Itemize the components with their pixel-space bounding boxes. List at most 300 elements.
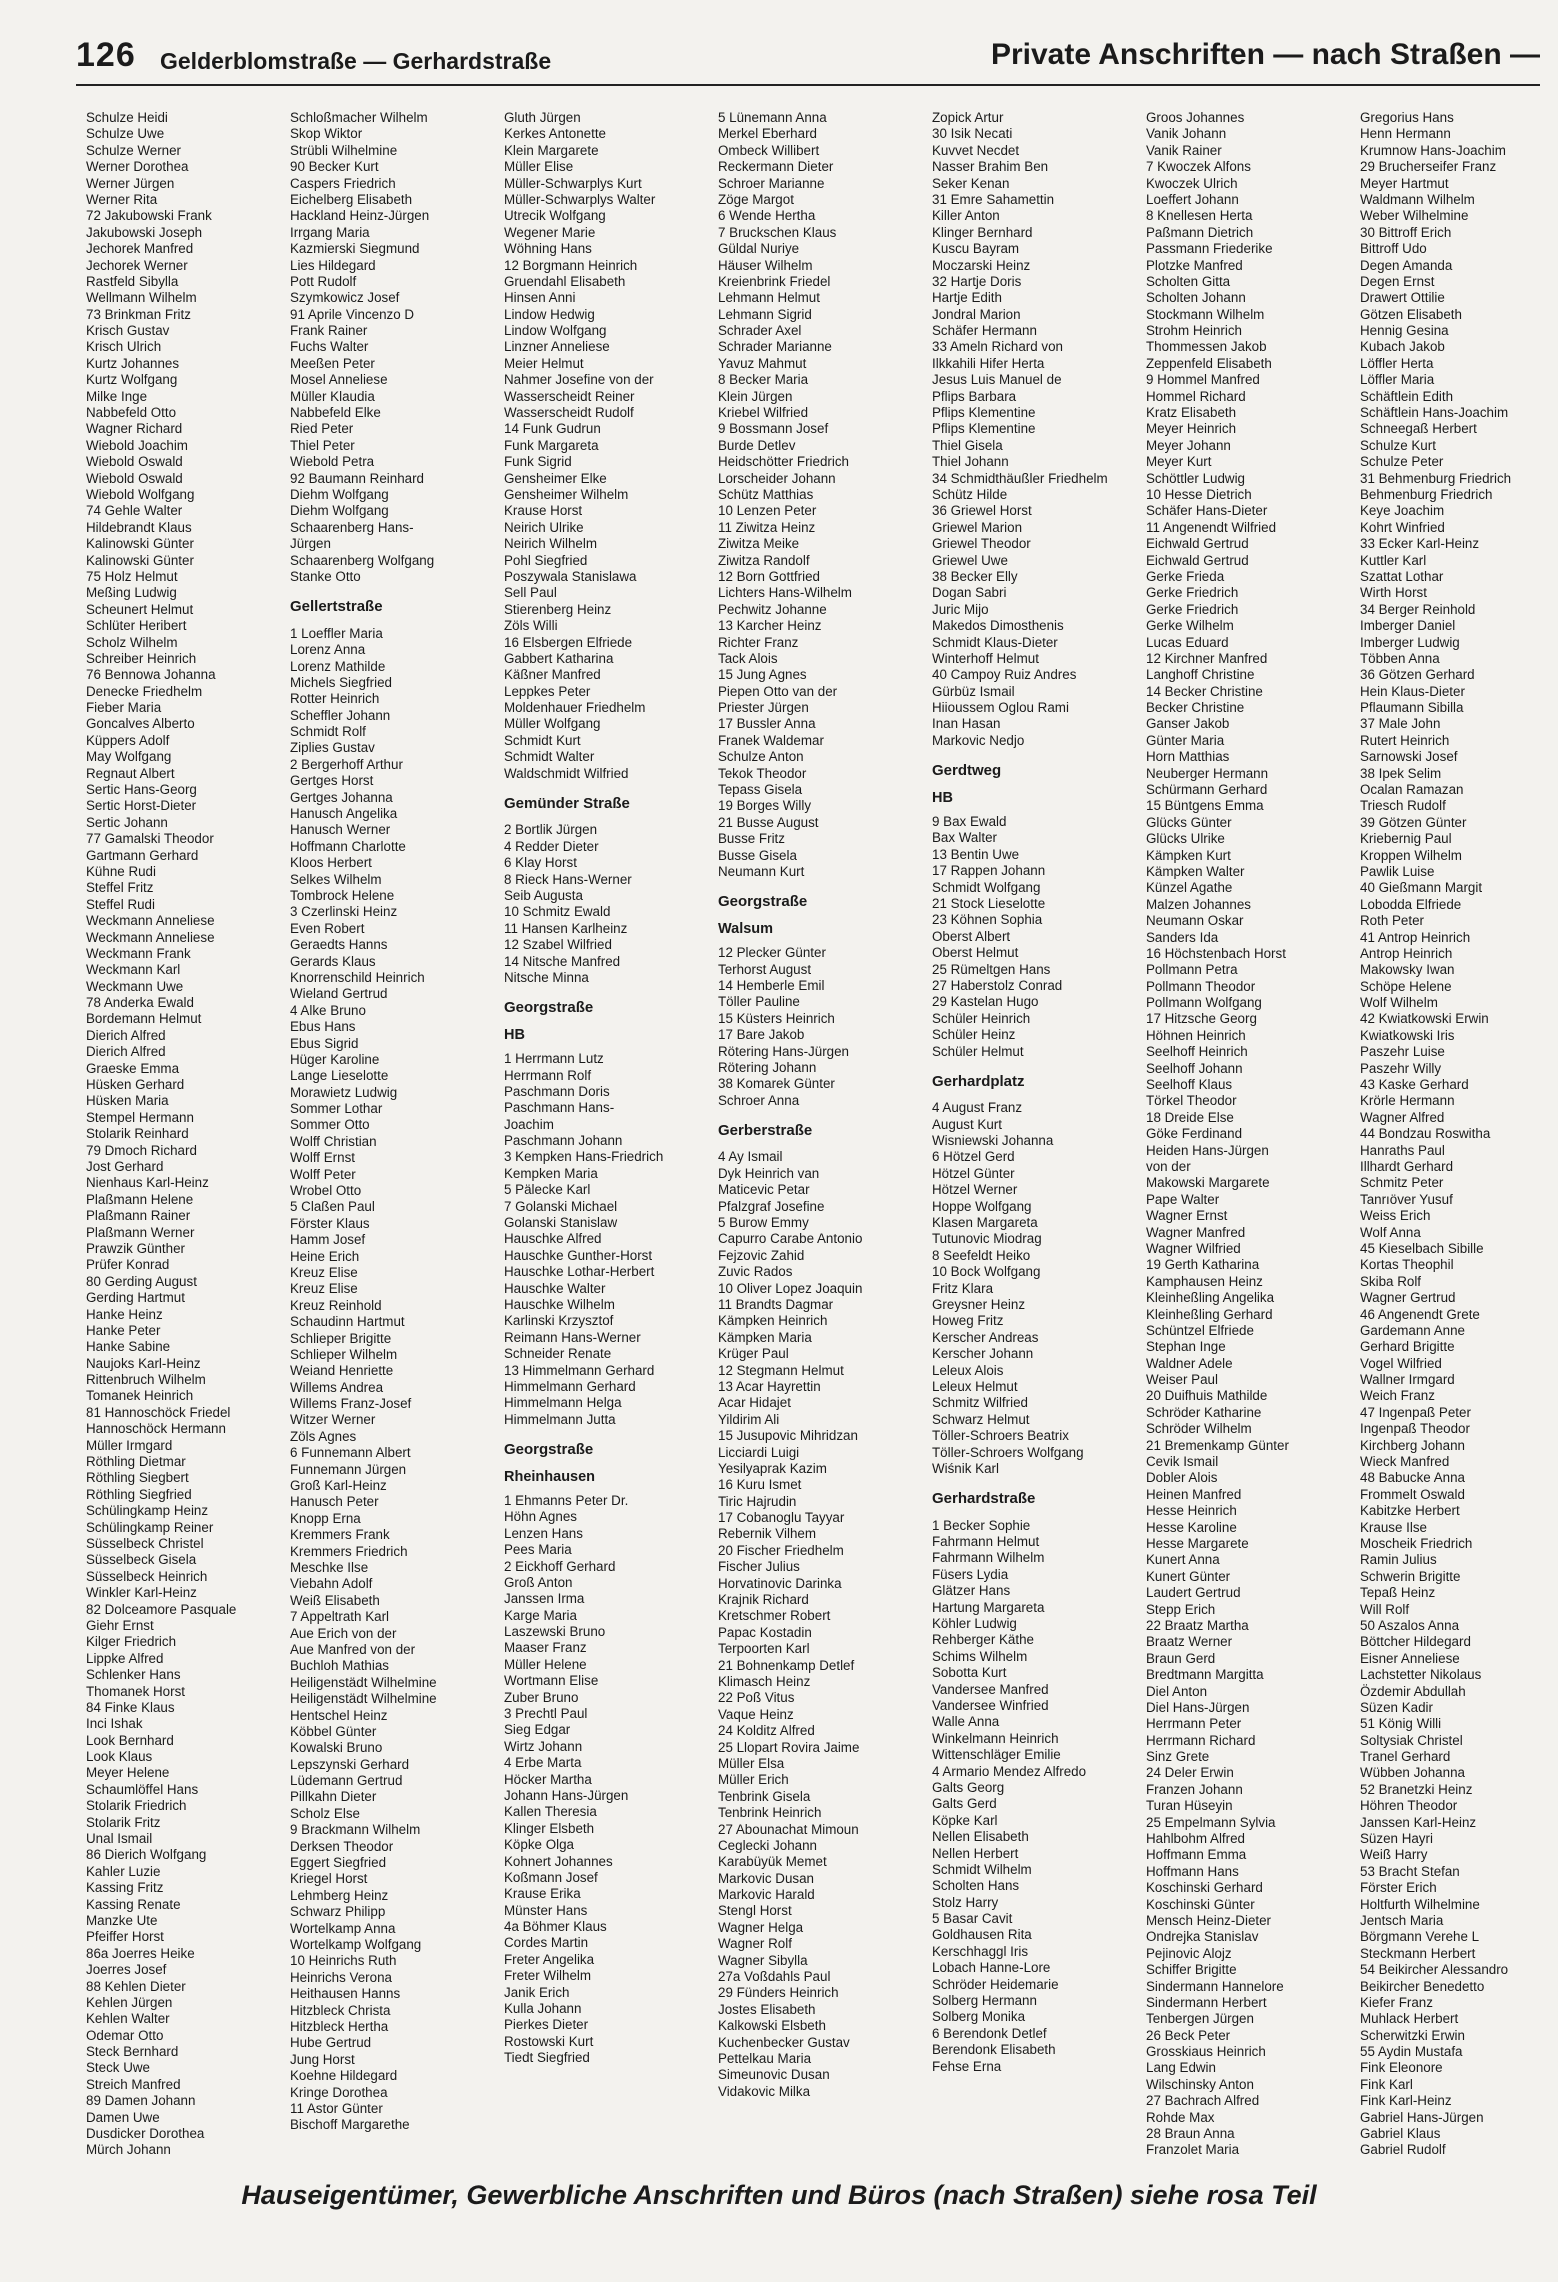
- directory-entry: Hötzel Werner: [932, 1182, 1018, 1198]
- directory-entry: Schwarz Helmut: [932, 1411, 1030, 1427]
- directory-entry: Tenbergen Jürgen: [1146, 2011, 1254, 2027]
- directory-entry: Lucas Eduard: [1146, 634, 1229, 650]
- directory-entry: Hesse Karoline: [1146, 1519, 1237, 1535]
- directory-entry: Galts Georg: [932, 1779, 1005, 1795]
- directory-entry: Gabriel Rudolf: [1360, 2142, 1446, 2158]
- directory-entry: Jürgen: [290, 536, 331, 552]
- directory-entry: Rostowski Kurt: [504, 2033, 594, 2049]
- directory-entry: Acar Hidajet: [718, 1395, 791, 1411]
- page-number: 126: [76, 36, 136, 74]
- directory-entry: 48 Babucke Anna: [1360, 1470, 1465, 1486]
- directory-entry: 5 Lünemann Anna: [718, 110, 827, 125]
- directory-entry: Diehm Wolfgang: [290, 503, 389, 519]
- directory-entry: Tenbrink Heinrich: [718, 1805, 822, 1821]
- directory-entry: Dierich Alfred: [86, 1027, 166, 1043]
- directory-entry: Kohnert Johannes: [504, 1853, 613, 1869]
- directory-entry: Wübben Johanna: [1360, 1765, 1465, 1781]
- directory-entry: Kratz Elisabeth: [1146, 405, 1237, 421]
- directory-entry: Karge Maria: [504, 1607, 577, 1623]
- directory-entry: Becker Christine: [1146, 700, 1245, 716]
- directory-entry: Pfalzgraf Josefine: [718, 1198, 825, 1214]
- directory-entry: Börgmann Verehe L: [1360, 1929, 1480, 1945]
- directory-entry: Gluth Jürgen: [504, 110, 581, 125]
- directory-entry: Süsselbeck Heinrich: [86, 1568, 208, 1584]
- directory-entry: Jondral Marion: [932, 306, 1021, 322]
- directory-entry: Weckmann Frank: [86, 945, 191, 961]
- directory-entry: Koschinski Gerhard: [1146, 1880, 1263, 1896]
- directory-entry: Kowalski Bruno: [290, 1740, 383, 1756]
- directory-entry: Stolz Harry: [932, 1894, 999, 1910]
- directory-entry: Kreuz Elise: [290, 1264, 358, 1280]
- directory-entry: Wegener Marie: [504, 224, 596, 240]
- directory-entry: Werner Jürgen: [86, 175, 175, 191]
- directory-entry: Herrmann Richard: [1146, 1732, 1256, 1748]
- directory-entry: 10 Oliver Lopez Joaquin: [718, 1280, 863, 1296]
- directory-entry: Jostes Elisabeth: [718, 2001, 816, 2017]
- directory-entry: Degen Ernst: [1360, 273, 1435, 289]
- directory-entry: 11 Angenendt Wilfried: [1146, 519, 1277, 535]
- directory-entry: Kreuz Reinhold: [290, 1297, 382, 1313]
- directory-entry: Moscheik Friedrich: [1360, 1535, 1473, 1551]
- directory-entry: Frommelt Oswald: [1360, 1486, 1465, 1502]
- directory-entry: Heine Erich: [290, 1248, 360, 1264]
- directory-entry: Janik Erich: [504, 1984, 570, 2000]
- directory-entry: Irrgang Maria: [290, 224, 370, 240]
- directory-entry: Bredtmann Margitta: [1146, 1667, 1264, 1683]
- directory-entry: Yavuz Mahmut: [718, 355, 807, 371]
- directory-entry: Pollmann Petra: [1146, 962, 1238, 978]
- directory-entry: Maticevic Petar: [718, 1182, 810, 1198]
- directory-entry: Kurtz Johannes: [86, 355, 180, 371]
- directory-entry: Richter Franz: [718, 634, 799, 650]
- directory-entry: Tanrıöver Yusuf: [1360, 1191, 1453, 1207]
- directory-entry: Griewel Theodor: [932, 536, 1031, 552]
- directory-entry: Terpoorten Karl: [718, 1641, 810, 1657]
- directory-entry: Klasen Margareta: [932, 1215, 1038, 1231]
- directory-entry: Gerke Friedrich: [1146, 585, 1239, 601]
- directory-entry: Schmidt Klaus-Dieter: [932, 634, 1058, 650]
- directory-entry: 3 Kempken Hans-Friedrich: [504, 1149, 664, 1165]
- directory-entry: 5 Basar Cavit: [932, 1911, 1013, 1927]
- directory-entry: Jechorek Manfred: [86, 241, 194, 257]
- directory-entry: Kehlen Walter: [86, 2011, 170, 2027]
- directory-entry: Paszehr Willy: [1360, 1060, 1442, 1076]
- directory-entry: 37 Male John: [1360, 716, 1441, 732]
- directory-entry: Weckmann Anneliese: [86, 913, 215, 929]
- directory-entry: Rittenbruch Wilhelm: [86, 1372, 206, 1388]
- directory-entry: Golanski Stanislaw: [504, 1215, 618, 1231]
- directory-entry: Scholz Else: [290, 1805, 360, 1821]
- directory-entry: Gruendahl Elisabeth: [504, 273, 626, 289]
- directory-entry: 7 Golanski Michael: [504, 1198, 618, 1214]
- directory-entry: Fahrmann Helmut: [932, 1534, 1040, 1550]
- directory-entry: Milke Inge: [86, 388, 148, 404]
- directory-entry: 81 Hannoschöck Friedel: [86, 1404, 231, 1420]
- directory-entry: Förster Erich: [1360, 1880, 1437, 1896]
- directory-entry: 89 Damen Johann: [86, 2093, 196, 2109]
- directory-entry: Freter Angelika: [504, 1951, 595, 1967]
- directory-entry: Glätzer Hans: [932, 1583, 1011, 1599]
- directory-entry: Kremmers Friedrich: [290, 1543, 408, 1559]
- directory-entry: Damen Uwe: [86, 2109, 160, 2125]
- directory-entry: Steckmann Herbert: [1360, 1945, 1476, 1961]
- directory-entry: Fritz Klara: [932, 1280, 994, 1296]
- directory-entry: Zopick Artur: [932, 110, 1004, 125]
- directory-entry: 7 Appeltrath Karl: [290, 1609, 390, 1625]
- directory-entry: Rehberger Käthe: [932, 1632, 1034, 1648]
- directory-entry: Koßmann Josef: [504, 1869, 598, 1885]
- directory-entry: Hauschke Alfred: [504, 1231, 602, 1247]
- directory-entry: Küppers Adolf: [86, 732, 170, 748]
- directory-entry: Tiric Hajrudin: [718, 1493, 797, 1509]
- directory-entry: Walle Anna: [932, 1714, 1000, 1730]
- directory-entry: Hildebrandt Klaus: [86, 519, 192, 535]
- street-heading: Gerhardplatz: [932, 1072, 1025, 1090]
- directory-entry: Freter Wilhelm: [504, 1968, 592, 1984]
- directory-entry: Pierkes Dieter: [504, 2017, 589, 2033]
- directory-entry: 5 Claßen Paul: [290, 1199, 375, 1215]
- directory-entry: Giehr Ernst: [86, 1617, 154, 1633]
- directory-entry: Joachim: [504, 1116, 554, 1132]
- directory-entry: Tombrock Helene: [290, 887, 395, 903]
- directory-entry: Wortelkamp Wolfgang: [290, 1936, 422, 1952]
- directory-entry: 4 Redder Dieter: [504, 838, 599, 854]
- directory-entry: Töller-Schroers Wolfgang: [932, 1444, 1084, 1460]
- directory-entry: 15 Büntgens Emma: [1146, 798, 1264, 814]
- directory-entry: Sertic Johann: [86, 814, 168, 830]
- directory-entry: Cevik Ismail: [1146, 1454, 1219, 1470]
- footer-note: Hauseigentümer, Gewerbliche Anschriften und Büros (nach Straßen) siehe rosa Teil: [241, 2180, 1317, 2210]
- directory-entry: Schütz Hilde: [932, 486, 1008, 502]
- directory-entry: 16 Höchstenbach Horst: [1146, 945, 1286, 961]
- directory-entry: Selkes Wilhelm: [290, 871, 382, 887]
- directory-entry: Krörle Hermann: [1360, 1093, 1455, 1109]
- directory-entry: 79 Dmoch Richard: [86, 1142, 197, 1158]
- directory-entry: Kleinheßling Gerhard: [1146, 1306, 1273, 1322]
- directory-entry: Wagner Helga: [718, 1919, 804, 1935]
- directory-entry: 46 Angenendt Grete: [1360, 1306, 1480, 1322]
- directory-entry: Wiebold Wolfgang: [86, 486, 195, 502]
- directory-entry: 51 König Willi: [1360, 1716, 1442, 1732]
- directory-entry: Kehlen Jürgen: [86, 1994, 173, 2010]
- directory-entry: 80 Gerding August: [86, 1273, 197, 1289]
- directory-entry: Kretschmer Robert: [718, 1608, 831, 1624]
- directory-entry: 24 Kolditz Alfred: [718, 1723, 815, 1739]
- directory-entry: Eichwald Gertrud: [1146, 552, 1249, 568]
- directory-entry: 73 Brinkman Fritz: [86, 306, 191, 322]
- directory-entry: Klinger Elsbeth: [504, 1820, 595, 1836]
- directory-entry: Kremmers Frank: [290, 1527, 390, 1543]
- directory-entry: Lorenz Anna: [290, 642, 366, 658]
- directory-entry: Kuchenbecker Gustav: [718, 2034, 850, 2050]
- directory-entry: Schüntzel Elfriede: [1146, 1322, 1254, 1338]
- directory-entry: Scholz Wilhelm: [86, 634, 178, 650]
- directory-entry: Schütz Matthias: [718, 486, 814, 502]
- directory-entry: Klein Margarete: [504, 142, 599, 158]
- directory-entry: 52 Branetzki Heinz: [1360, 1781, 1473, 1797]
- directory-entry: Klimasch Heinz: [718, 1673, 811, 1689]
- directory-entry: Pflips Klementine: [932, 421, 1036, 437]
- directory-entry: Wittenschläger Emilie: [932, 1747, 1061, 1763]
- directory-entry: Schülingkamp Reiner: [86, 1519, 214, 1535]
- directory-entry: Greysner Heinz: [932, 1297, 1026, 1312]
- directory-entry: 13 Bentin Uwe: [932, 846, 1020, 862]
- directory-entry: Hentschel Heinz: [290, 1707, 388, 1723]
- directory-entry: 45 Kieselbach Sibille: [1360, 1240, 1484, 1256]
- directory-entry: Odemar Otto: [86, 2027, 164, 2043]
- directory-entry: 9 Hommel Manfred: [1146, 372, 1260, 388]
- directory-entry: Pees Maria: [504, 1542, 572, 1558]
- directory-entry: Howeg Fritz: [932, 1313, 1004, 1329]
- directory-entry: 1 Becker Sophie: [932, 1517, 1031, 1533]
- directory-entry: 43 Kaske Gerhard: [1360, 1077, 1469, 1093]
- directory-entry: Ziplies Gustav: [290, 740, 375, 756]
- directory-entry: Stempel Hermann: [86, 1109, 194, 1125]
- directory-entry: 28 Braun Anna: [1146, 2126, 1235, 2142]
- directory-entry: Krause Erika: [504, 1886, 581, 1902]
- directory-entry: Hamm Josef: [290, 1232, 366, 1248]
- directory-entry: Krüger Paul: [718, 1346, 789, 1362]
- street-heading: Gerhardstraße: [932, 1490, 1036, 1508]
- directory-entry: Wolff Peter: [290, 1166, 356, 1182]
- directory-entry: Hitzbleck Christa: [290, 2002, 391, 2018]
- directory-entry: 53 Bracht Stefan: [1360, 1863, 1460, 1879]
- directory-entry: 42 Kwiatkowski Erwin: [1360, 1011, 1489, 1027]
- directory-entry: Schwarz Philipp: [290, 1904, 386, 1920]
- directory-entry: Look Bernhard: [86, 1732, 174, 1748]
- directory-entry: Schüler Helmut: [932, 1043, 1024, 1059]
- directory-entry: Vanik Johann: [1146, 126, 1227, 142]
- directory-entry: Herrmann Peter: [1146, 1716, 1242, 1732]
- directory-entry: Wolff Ernst: [290, 1150, 355, 1166]
- directory-entry: 10 Heinrichs Ruth: [290, 1953, 397, 1969]
- directory-entry: Schöttler Ludwig: [1146, 470, 1245, 486]
- directory-entry: Sell Paul: [504, 585, 557, 601]
- directory-entry: Cordes Martin: [504, 1935, 589, 1951]
- directory-entry: 40 Campoy Ruiz Andres: [932, 667, 1077, 683]
- directory-entry: Heidschötter Friedrich: [718, 454, 849, 470]
- directory-entry: Schüler Heinz: [932, 1027, 1016, 1043]
- directory-entry: Diel Anton: [1146, 1683, 1208, 1699]
- directory-entry: Prawzik Günther: [86, 1240, 185, 1256]
- directory-entry: Hanraths Paul: [1360, 1142, 1445, 1158]
- directory-entry: Hartung Margareta: [932, 1599, 1045, 1615]
- directory-entry: Köpke Olga: [504, 1837, 574, 1853]
- directory-entry: Nahmer Josefine von der: [504, 372, 654, 388]
- directory-entry: Zöls Willi: [504, 618, 558, 634]
- directory-entry: Meeßen Peter: [290, 355, 375, 371]
- district-heading: HB: [932, 789, 953, 806]
- directory-entry: Thiel Peter: [290, 437, 355, 453]
- column-7: [1360, 110, 1558, 2159]
- directory-entry: Ilkkahili Hifer Herta: [932, 355, 1045, 371]
- directory-entry: Horn Matthias: [1146, 749, 1230, 765]
- directory-entry: Oberst Helmut: [932, 945, 1019, 961]
- directory-entry: Bordemann Helmut: [86, 1011, 202, 1027]
- directory-entry: Münster Hans: [504, 1902, 588, 1918]
- directory-entry: 6 Wende Hertha: [718, 208, 816, 224]
- directory-entry: 19 Borges Willy: [718, 798, 812, 814]
- directory-entry: Nellen Elisabeth: [932, 1829, 1029, 1845]
- district-heading: Rheinhausen: [504, 1468, 596, 1485]
- directory-entry: Himmelmann Helga: [504, 1395, 622, 1411]
- directory-entry: Weckmann Karl: [86, 962, 181, 978]
- directory-entry: Simeunovic Dusan: [718, 2067, 830, 2083]
- directory-entry: Tepass Gisela: [718, 782, 803, 798]
- directory-entry: Langhoff Christine: [1146, 667, 1255, 683]
- directory-entry: Törkel Theodor: [1146, 1093, 1237, 1109]
- directory-entry: Ombeck Willibert: [718, 142, 820, 158]
- directory-entry: 72 Jakubowski Frank: [86, 208, 212, 224]
- directory-entry: Waldner Adele: [1146, 1355, 1233, 1371]
- directory-entry: Ziwitza Randolf: [718, 552, 810, 568]
- directory-entry: Goncalves Alberto: [86, 716, 195, 732]
- directory-entry: Heiden Hans-Jürgen: [1146, 1142, 1269, 1158]
- directory-entry: Wieland Gertrud: [290, 986, 388, 1002]
- directory-entry: Ebus Hans: [290, 1019, 356, 1035]
- directory-entry: 1 Herrmann Lutz: [504, 1051, 604, 1067]
- directory-entry: 86a Joerres Heike: [86, 1945, 195, 1961]
- directory-entry: 6 Funnemann Albert: [290, 1445, 411, 1461]
- directory-entry: 11 Astor Günter: [290, 2100, 383, 2116]
- directory-entry: 21 Bohnenkamp Detlef: [718, 1657, 855, 1673]
- directory-entry: 20 Duifhuis Mathilde: [1146, 1388, 1268, 1404]
- directory-entry: Eichelberg Elisabeth: [290, 191, 413, 207]
- directory-entry: Wirth Horst: [1360, 585, 1427, 601]
- directory-entry: Kalkowski Elsbeth: [718, 2018, 826, 2034]
- directory-entry: 12 Kirchner Manfred: [1146, 650, 1268, 666]
- directory-entry: Wagner Manfred: [1146, 1224, 1246, 1240]
- directory-entry: 15 Jung Agnes: [718, 667, 807, 683]
- directory-entry: Oberst Albert: [932, 928, 1011, 944]
- directory-entry: Fink Karl-Heinz: [1360, 2093, 1452, 2109]
- directory-entry: Kunert Günter: [1146, 1568, 1231, 1584]
- directory-entry: 44 Bondzau Roswitha: [1360, 1126, 1491, 1142]
- directory-entry: Jost Gerhard: [86, 1159, 164, 1174]
- street-heading: Gerdtweg: [932, 762, 1002, 780]
- directory-entry: 14 Funk Gudrun: [504, 421, 601, 437]
- directory-entry: Köbbel Günter: [290, 1723, 377, 1739]
- directory-entry: Eggert Siegfried: [290, 1855, 387, 1871]
- directory-entry: 23 Köhnen Sophia: [932, 912, 1043, 928]
- directory-entry: 27a Voßdahls Paul: [718, 1969, 831, 1985]
- directory-entry: Denecke Friedhelm: [86, 683, 203, 699]
- directory-entry: Reckermann Dieter: [718, 159, 834, 175]
- column-1: [86, 110, 298, 2159]
- directory-entry: Käßner Manfred: [504, 667, 601, 683]
- directory-entry: Braatz Werner: [1146, 1634, 1233, 1650]
- directory-entry: Wiśnik Karl: [932, 1460, 999, 1476]
- directory-entry: Weiand Henriette: [290, 1363, 394, 1379]
- directory-entry: Wiebold Petra: [290, 454, 375, 470]
- directory-entry: Meyer Johann: [1146, 437, 1231, 453]
- directory-entry: Schülingkamp Heinz: [86, 1503, 209, 1519]
- directory-entry: Sommer Otto: [290, 1117, 370, 1133]
- directory-entry: Schrader Axel: [718, 323, 802, 339]
- directory-entry: Hesse Margarete: [1146, 1535, 1249, 1551]
- directory-entry: 30 Bittroff Erich: [1360, 224, 1452, 240]
- directory-entry: Kerkes Antonette: [504, 126, 606, 142]
- directory-entry: Hiioussem Oglou Rami: [932, 700, 1069, 716]
- directory-entry: Jung Horst: [290, 2051, 355, 2067]
- directory-entry: August Kurt: [932, 1116, 1002, 1132]
- directory-entry: Müller Erich: [718, 1772, 789, 1788]
- directory-entry: Kleinheßling Angelika: [1146, 1290, 1275, 1306]
- directory-entry: Groß Karl-Heinz: [290, 1478, 387, 1494]
- directory-entry: Kerscher Andreas: [932, 1329, 1039, 1345]
- directory-entry: 4 Erbe Marta: [504, 1755, 582, 1771]
- directory-entry: Naujoks Karl-Heinz: [86, 1355, 201, 1371]
- directory-entry: Schroer Marianne: [718, 175, 825, 191]
- directory-entry: Drawert Ottilie: [1360, 290, 1445, 306]
- directory-entry: Viebahn Adolf: [290, 1576, 373, 1592]
- directory-entry: Krause Horst: [504, 503, 583, 519]
- directory-entry: Henn Hermann: [1360, 126, 1451, 142]
- directory-entry: Wiebold Joachim: [86, 437, 188, 453]
- directory-entry: 76 Bennowa Johanna: [86, 667, 216, 683]
- directory-entry: Hüger Karoline: [290, 1051, 380, 1067]
- directory-entry: 11 Brandts Dagmar: [718, 1297, 834, 1312]
- directory-entry: Schäftlein Hans-Joachim: [1360, 405, 1509, 421]
- directory-entry: Herrmann Rolf: [504, 1067, 592, 1083]
- directory-entry: Lehmann Helmut: [718, 290, 820, 306]
- directory-entry: 20 Fischer Friedhelm: [718, 1542, 844, 1558]
- directory-entry: Wagner Sibylla: [718, 1952, 808, 1968]
- directory-entry: Tutunovic Miodrag: [932, 1231, 1042, 1247]
- directory-entry: Kriebel Wilfried: [718, 405, 809, 421]
- directory-entry: Franzen Johann: [1146, 1781, 1243, 1797]
- directory-entry: Regnaut Albert: [86, 765, 175, 781]
- directory-entry: Nabbefeld Elke: [290, 405, 381, 421]
- directory-entry: Hoffmann Hans: [1146, 1863, 1239, 1879]
- directory-entry: Priester Jürgen: [718, 700, 809, 716]
- directory-entry: 25 Rümeltgen Hans: [932, 961, 1051, 977]
- directory-entry: Willems Franz-Josef: [290, 1396, 412, 1412]
- directory-entry: Kurtz Wolfgang: [86, 372, 178, 388]
- directory-entry: Wagner Richard: [86, 421, 183, 437]
- directory-entry: Pape Walter: [1146, 1191, 1220, 1207]
- directory-entry: Zöge Margot: [718, 191, 794, 207]
- directory-entry: Nasser Brahim Ben: [932, 159, 1049, 175]
- street-range: Gelderblomstraße — Gerhardstraße: [160, 48, 552, 74]
- directory-entry: Neirich Wilhelm: [504, 536, 598, 552]
- directory-entry: Gerke Wilhelm: [1146, 618, 1234, 634]
- directory-entry: 10 Bock Wolfgang: [932, 1264, 1041, 1280]
- directory-entry: Werner Dorothea: [86, 159, 189, 175]
- directory-entry: Strohm Heinrich: [1146, 323, 1242, 339]
- directory-entry: 29 Brucherseifer Franz: [1360, 159, 1497, 175]
- district-heading: Walsum: [718, 920, 774, 937]
- directory-entry: Winkelmann Heinrich: [932, 1730, 1059, 1746]
- directory-entry: Süzen Hayri: [1360, 1831, 1433, 1847]
- directory-entry: Koschinski Günter: [1146, 1896, 1255, 1912]
- directory-entry: Schreiber Heinrich: [86, 650, 197, 666]
- directory-entry: Schäfer Hermann: [932, 323, 1037, 339]
- directory-entry: Vogel Wilfried: [1360, 1355, 1442, 1371]
- directory-entry: Wieck Manfred: [1360, 1454, 1450, 1470]
- directory-entry: Kassing Fritz: [86, 1880, 164, 1896]
- directory-entry: Pflips Klementine: [932, 405, 1036, 421]
- directory-entry: Wortelkamp Anna: [290, 1920, 396, 1936]
- directory-entry: Dogan Sabri: [932, 585, 1007, 601]
- directory-entry: Pfeiffer Horst: [86, 1929, 164, 1945]
- directory-entry: Kallen Theresia: [504, 1804, 597, 1820]
- directory-entry: Inci Ishak: [86, 1716, 143, 1732]
- directory-entry: Gabriel Klaus: [1360, 2126, 1441, 2142]
- directory-entry: Wolf Anna: [1360, 1224, 1421, 1240]
- directory-entry: Janssen Karl-Heinz: [1360, 1814, 1477, 1830]
- directory-entry: Ebus Sigrid: [290, 1035, 359, 1051]
